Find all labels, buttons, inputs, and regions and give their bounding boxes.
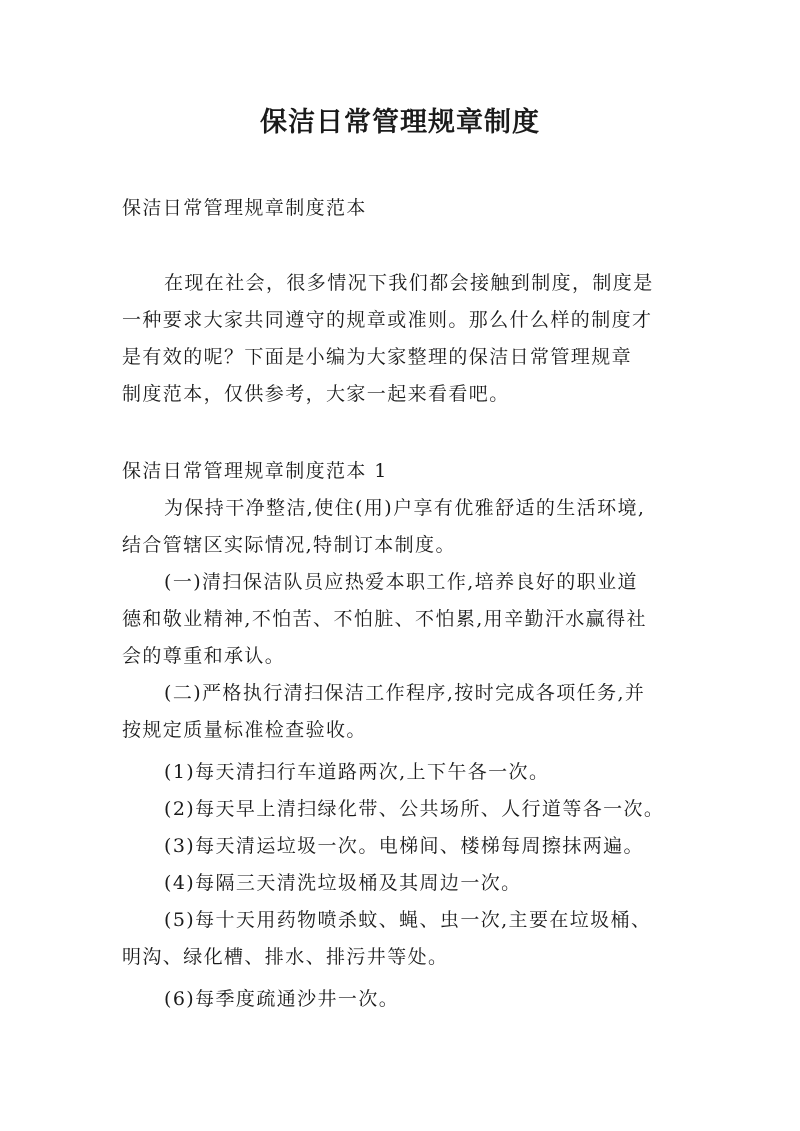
body-line-6: (二)严格执行清扫保洁工作程序,按时完成各项任务,并: [164, 682, 646, 704]
body-line-12: (5)每十天用药物喷杀蚊、蝇、虫一次,主要在垃圾桶、: [164, 909, 652, 931]
section-heading: 保洁日常管理规章制度范本 1: [122, 460, 388, 482]
body-line-4: 德和敬业精神,不怕苦、不怕脏、不怕累,用辛勤汗水赢得社: [122, 608, 647, 630]
body-line-2: 结合管辖区实际情况,特制订本制度。: [122, 534, 456, 556]
intro-line-1: 在现在社会，很多情况下我们都会接触到制度，制度是: [164, 272, 654, 294]
body-line-5: 会的尊重和承认。: [122, 645, 286, 667]
document-subtitle: 保洁日常管理规章制度范本: [122, 197, 367, 219]
body-line-10: (3)每天清运垃圾一次。电梯间、楼梯每周擦抹两遍。: [164, 835, 644, 857]
body-line-11: (4)每隔三天清洗垃圾桶及其周边一次。: [164, 872, 522, 894]
body-line-3: (一)清扫保洁队员应热爱本职工作,培养良好的职业道: [164, 571, 638, 593]
intro-line-2: 一种要求大家共同遵守的规章或准则。那么什么样的制度才: [122, 309, 653, 331]
intro-line-3: 是有效的呢？下面是小编为大家整理的保洁日常管理规章: [122, 346, 633, 368]
body-line-7: 按规定质量标准检查验收。: [122, 719, 367, 741]
body-line-13: 明沟、绿化槽、排水、排污井等处。: [122, 946, 449, 968]
body-line-14: (6)每季度疏通沙井一次。: [164, 988, 400, 1010]
body-line-9: (2)每天早上清扫绿化带、公共场所、人行道等各一次。: [164, 798, 665, 820]
document-title: 保洁日常管理规章制度: [260, 107, 540, 138]
body-line-8: (1)每天清扫行车道路两次,上下午各一次。: [164, 761, 550, 783]
intro-line-4: 制度范本，仅供参考，大家一起来看看吧。: [122, 383, 510, 405]
body-line-1: 为保持干净整洁,使住(用)户享有优雅舒适的生活环境,: [164, 497, 646, 519]
